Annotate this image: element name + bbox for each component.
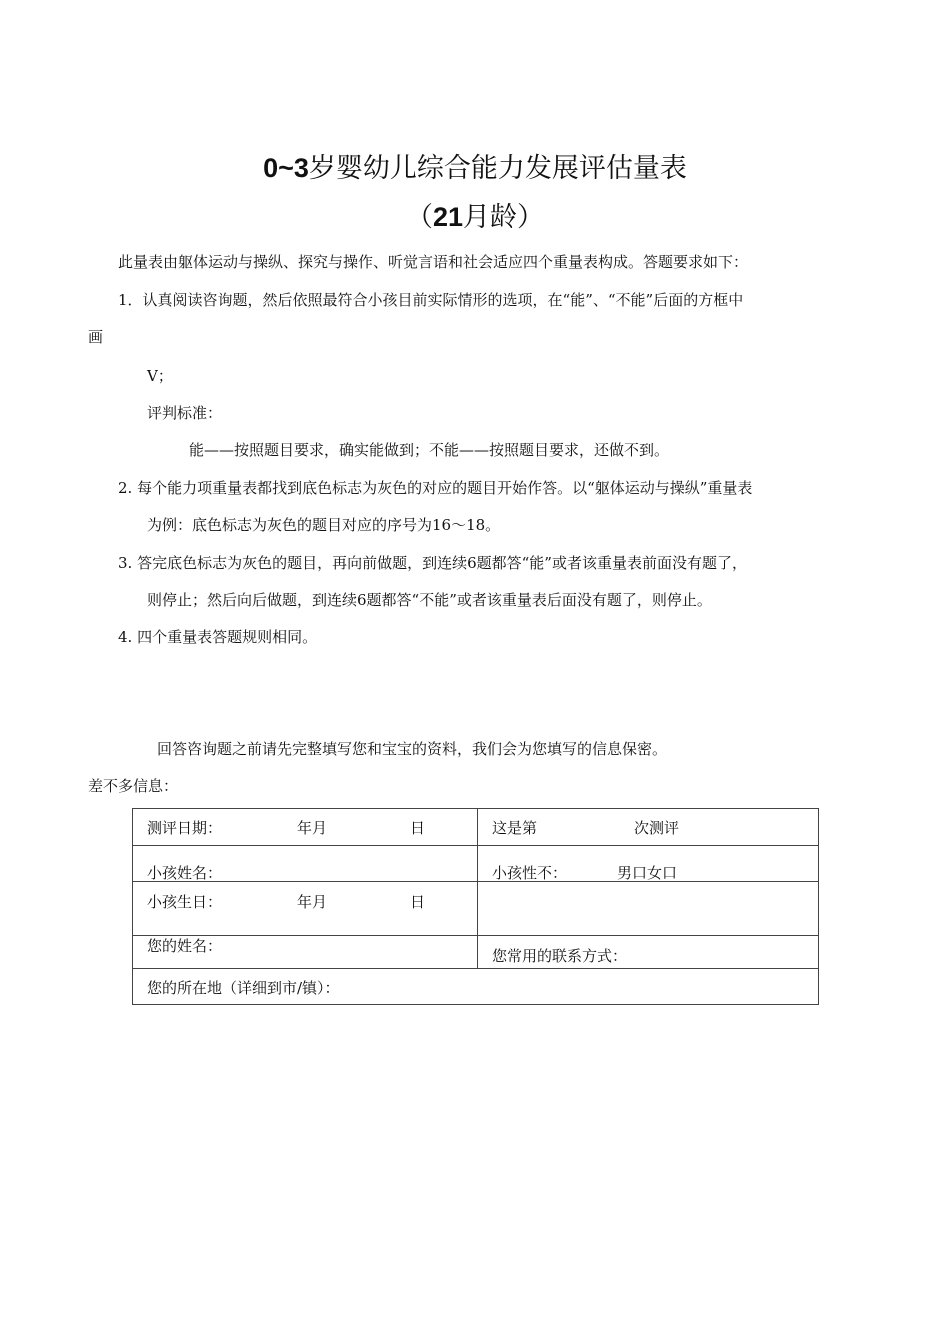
subtitle-months: 21 (432, 202, 464, 232)
row-divider (133, 968, 818, 969)
rule-3-line-2: 则停止；然后向后做题，到连续6题都答“不能”或者该重量表后面没有题了，则停止。 (147, 591, 712, 609)
row-divider (133, 935, 818, 936)
basic-info-label: 差不多信息： (88, 777, 179, 795)
privacy-note: 回答咨询题之前请先完整填写您和宝宝的资料，我们会为您填写的信息保密。 (157, 740, 668, 758)
child-name-field[interactable]: 小孩姓名： (147, 864, 223, 882)
rule-2-line-1: 2. 每个能力项重量表都找到底色标志为灰色的对应的题目开始作答。以“躯体运动与操纵”重量表 (118, 479, 753, 497)
row-divider (133, 881, 818, 882)
contact-field[interactable]: 您常用的联系方式： (492, 947, 628, 965)
rule-1-mark: V； (147, 367, 173, 385)
eval-date-ym-field[interactable]: 年月 (297, 819, 328, 837)
subtitle-open-paren: （ (405, 202, 433, 233)
child-gender-label: 小孩性不： (492, 864, 568, 882)
rule-1-line-1: 1．认真阅读咨询题，然后依照最符合小孩目前实际情形的选项，在“能”、“不能”后面的方框中 (118, 291, 744, 309)
rule-1-line-2: 画 (88, 328, 104, 346)
location-field[interactable]: 您的所在地（详细到市/镇）： (147, 979, 340, 997)
page-subtitle (0, 195, 950, 234)
rule-2-line-2: 为例：底色标志为灰色的题目对应的序号为16〜18。 (147, 516, 501, 534)
intro-paragraph: 此量表由躯体运动与操纵、探究与操作、听觉言语和社会适应四个重量表构成。答题要求如下： (118, 253, 749, 271)
eval-date-day-field[interactable]: 日 (410, 819, 426, 837)
subtitle-text: 月龄） (463, 202, 545, 233)
rule-4: 4. 四个重量表答题规则相同。 (118, 628, 318, 646)
column-divider (477, 809, 478, 968)
page-title (0, 146, 950, 185)
test-number-suffix[interactable]: 次测评 (634, 819, 680, 837)
rule-3-line-1: 3. 答完底色标志为灰色的题目，再向前做题，到连续6题都答“能”或者该重量表前面没有题了， (118, 554, 747, 572)
child-birth-label: 小孩生日： (147, 893, 223, 911)
child-birth-day-field[interactable]: 日 (410, 893, 426, 911)
parent-name-field[interactable]: 您的姓名： (147, 937, 223, 955)
row-divider (133, 845, 818, 846)
basic-info-form (132, 808, 819, 1005)
test-number-prefix: 这是第 (492, 819, 538, 837)
child-birth-ym-field[interactable]: 年月 (297, 893, 328, 911)
criteria-text: 能——按照题目要求，确实能做到；不能——按照题目要求，还做不到。 (189, 441, 670, 459)
criteria-label: 评判标准： (147, 404, 223, 422)
title-age-range: 0~3 (263, 153, 309, 183)
title-main: 岁婴幼儿综合能力发展评估量表 (308, 153, 687, 184)
child-gender-options[interactable]: 男口女口 (617, 864, 678, 882)
eval-date-label: 测评日期： (147, 819, 223, 837)
